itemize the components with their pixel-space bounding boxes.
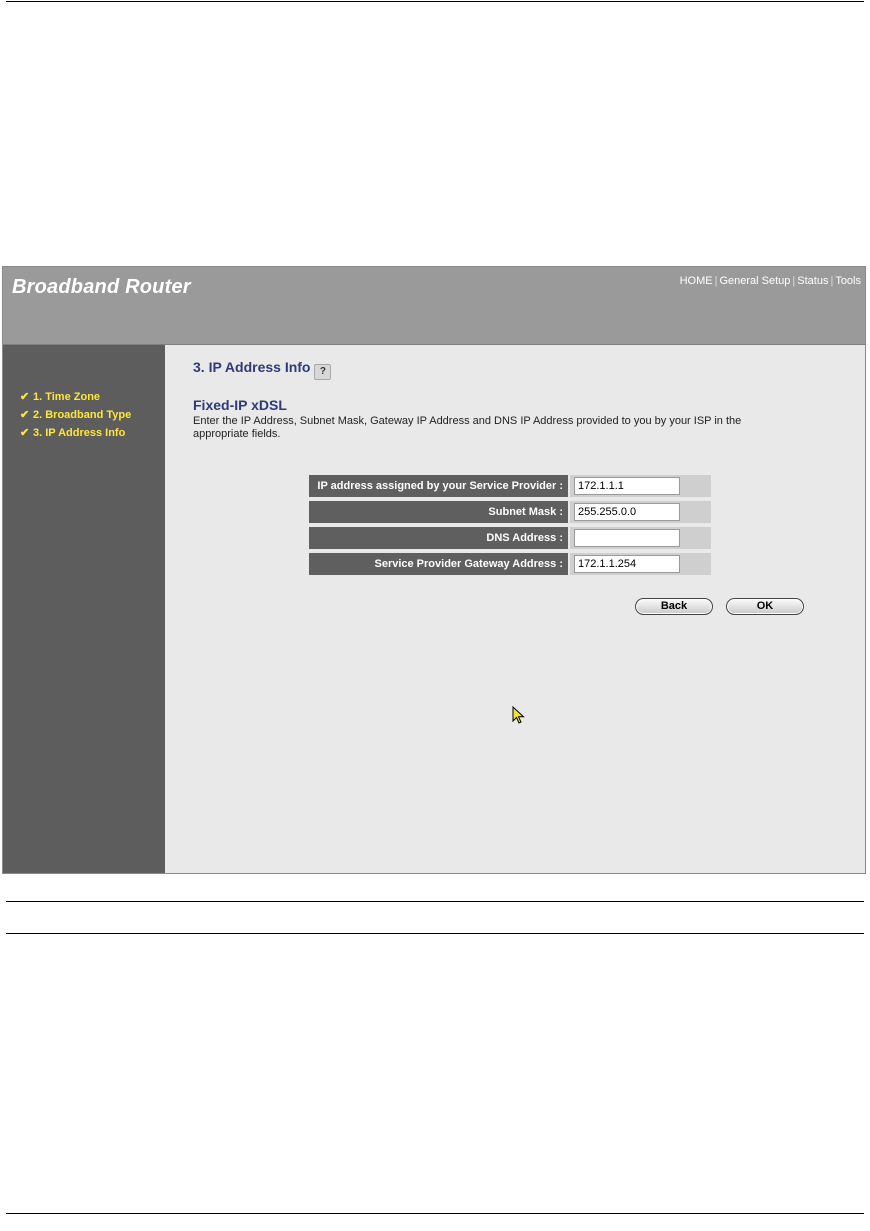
nav-general-setup-link[interactable]: General Setup bbox=[719, 275, 791, 287]
subnet-mask-label: Subnet Mask : bbox=[309, 501, 568, 523]
header-bar bbox=[3, 267, 865, 345]
gateway-address-input[interactable] bbox=[574, 555, 680, 573]
sidebar-item-label: 1. Time Zone bbox=[33, 391, 101, 403]
brand-title: Broadband Router bbox=[12, 276, 191, 298]
form-row-dns-address bbox=[309, 527, 711, 553]
divider-rule bbox=[6, 901, 864, 902]
gateway-address-label: Service Provider Gateway Address : bbox=[309, 553, 568, 575]
ip-address-cell bbox=[570, 475, 711, 497]
ip-settings-form bbox=[309, 475, 711, 579]
sidebar bbox=[3, 345, 165, 873]
check-icon: ✔ bbox=[20, 391, 30, 403]
page-bottom-rule bbox=[6, 1213, 864, 1214]
nav-separator: | bbox=[792, 275, 796, 287]
gateway-address-cell bbox=[570, 553, 711, 575]
ip-address-label: IP address assigned by your Service Provider : bbox=[309, 475, 568, 497]
instructions-text: Enter the IP Address, Subnet Mask, Gateway IP Address and DNS IP Address provided to you by your ISP in the appropriate fields. bbox=[193, 415, 742, 440]
check-icon: ✔ bbox=[20, 427, 30, 439]
mouse-cursor-icon bbox=[512, 706, 526, 726]
subnet-mask-input[interactable] bbox=[574, 503, 680, 521]
top-nav bbox=[680, 275, 861, 287]
nav-separator: | bbox=[830, 275, 834, 287]
sidebar-item-broadband-type[interactable] bbox=[20, 406, 131, 424]
router-screenshot bbox=[2, 266, 866, 874]
help-icon[interactable]: ? bbox=[314, 364, 331, 380]
divider-rule bbox=[6, 933, 864, 934]
page-top-rule bbox=[6, 1, 864, 2]
ok-button[interactable]: OK bbox=[726, 598, 804, 615]
sidebar-item-ip-address-info[interactable] bbox=[20, 424, 131, 442]
nav-home-link[interactable]: HOME bbox=[679, 275, 713, 287]
page-title bbox=[193, 359, 331, 380]
dns-address-input[interactable] bbox=[574, 529, 680, 547]
wizard-steps bbox=[20, 388, 131, 442]
back-button[interactable]: Back bbox=[635, 598, 713, 615]
subnet-mask-cell bbox=[570, 501, 711, 523]
form-row-ip-address bbox=[309, 475, 711, 501]
form-row-subnet-mask bbox=[309, 501, 711, 527]
sidebar-item-label: 3. IP Address Info bbox=[33, 427, 126, 439]
check-icon: ✔ bbox=[20, 409, 30, 421]
nav-tools-link[interactable]: Tools bbox=[835, 275, 861, 287]
dns-address-label: DNS Address : bbox=[309, 527, 568, 549]
nav-status-link[interactable]: Status bbox=[797, 275, 829, 287]
ip-address-input[interactable] bbox=[574, 477, 680, 495]
section-title: Fixed-IP xDSL bbox=[193, 397, 287, 413]
dns-address-cell bbox=[570, 527, 711, 549]
form-row-gateway-address bbox=[309, 553, 711, 579]
sidebar-item-time-zone[interactable] bbox=[20, 388, 131, 406]
nav-separator: | bbox=[714, 275, 718, 287]
sidebar-item-label: 2. Broadband Type bbox=[33, 409, 132, 421]
page-title-text: 3. IP Address Info bbox=[193, 359, 311, 375]
